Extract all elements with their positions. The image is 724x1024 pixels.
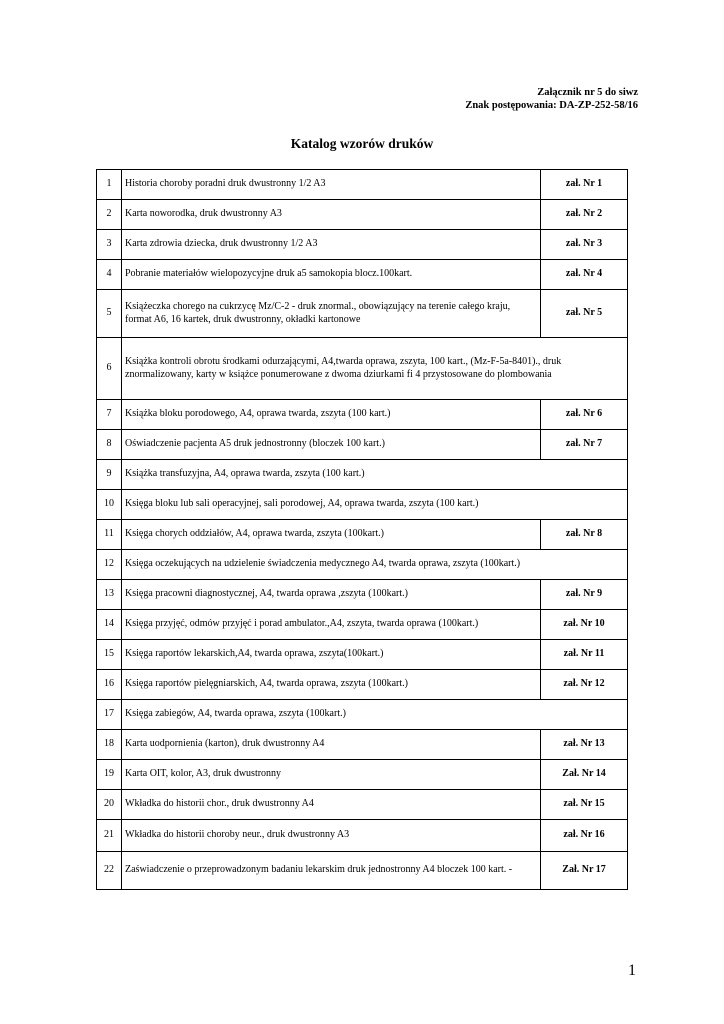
table-row (97, 760, 628, 790)
row-number: 17 (97, 700, 122, 730)
form-description: Oświadczenie pacjenta A5 druk jednostronny (bloczek 100 kart.) (122, 430, 541, 460)
table-row (97, 820, 628, 852)
table-row (97, 730, 628, 760)
form-description: Książka transfuzyjna, A4, oprawa twarda, zszyta (100 kart.) (122, 460, 628, 490)
table-row (97, 260, 628, 290)
row-number: 9 (97, 460, 122, 490)
table-row (97, 460, 628, 490)
row-number: 19 (97, 760, 122, 790)
form-description: Księga bloku lub sali operacyjnej, sali porodowej, A4, oprawa twarda, zszyta (100 kart.) (122, 490, 628, 520)
table-row (97, 700, 628, 730)
row-number: 20 (97, 790, 122, 820)
form-description: Księga zabiegów, A4, twarda oprawa, zszyta (100kart.) (122, 700, 628, 730)
attachment-ref: zał. Nr 4 (541, 260, 628, 290)
row-number: 13 (97, 580, 122, 610)
row-number: 6 (97, 338, 122, 400)
attachment-ref: zał. Nr 13 (541, 730, 628, 760)
table-row (97, 520, 628, 550)
attachment-ref: zał. Nr 16 (541, 820, 628, 852)
form-description: Książka kontroli obrotu środkami odurzającymi, A4,twarda oprawa, zszyta, 100 kart., (Mz-F-5a-8401)., druk znormalizowany, karty w książce ponumerowane z dwoma dziurkami fi 4 przystosowane do plombowania (122, 338, 628, 400)
form-description: Historia choroby poradni druk dwustronny 1/2 A3 (122, 170, 541, 200)
form-description: Księga oczekujących na udzielenie świadczenia medycznego A4, twarda oprawa, zszyta (100kart.) (122, 550, 628, 580)
row-number: 3 (97, 230, 122, 260)
row-number: 2 (97, 200, 122, 230)
row-number: 14 (97, 610, 122, 640)
form-description: Karta OIT, kolor, A3, druk dwustronny (122, 760, 541, 790)
table-row (97, 230, 628, 260)
table-row (97, 430, 628, 460)
attachment-ref: zał. Nr 9 (541, 580, 628, 610)
row-number: 8 (97, 430, 122, 460)
table-row (97, 290, 628, 338)
form-description: Księga raportów pielęgniarskich, A4, twarda oprawa, zszyta (100kart.) (122, 670, 541, 700)
forms-catalog-table (96, 169, 628, 890)
attachment-ref: Zał. Nr 14 (541, 760, 628, 790)
attachment-ref: zał. Nr 10 (541, 610, 628, 640)
table-row (97, 338, 628, 400)
table-row (97, 670, 628, 700)
row-number: 21 (97, 820, 122, 852)
procedure-reference: Znak postępowania: DA-ZP-252-58/16 (465, 100, 638, 111)
attachment-ref: zał. Nr 7 (541, 430, 628, 460)
document-title: Katalog wzorów druków (290, 136, 434, 151)
form-description: Księga przyjęć, odmów przyjęć i porad ambulator.,A4, zszyta, twarda oprawa (100kart.) (122, 610, 541, 640)
attachment-ref: zał. Nr 6 (541, 400, 628, 430)
attachment-ref: zał. Nr 1 (541, 170, 628, 200)
form-description: Pobranie materiałów wielopozycyjne druk a5 samokopia blocz.100kart. (122, 260, 541, 290)
table-row (97, 580, 628, 610)
row-number: 5 (97, 290, 122, 338)
row-number: 22 (97, 852, 122, 890)
table-row (97, 640, 628, 670)
table-row (97, 200, 628, 230)
row-number: 15 (97, 640, 122, 670)
attachment-ref: Zał. Nr 17 (541, 852, 628, 890)
form-description: Książeczka chorego na cukrzycę Mz/C-2 - druk znormal., obowiązujący na terenie całego kraju, format A6, 16 kartek, druk dwustronny, okładki kartonowe (122, 290, 541, 338)
table-row (97, 550, 628, 580)
table-row (97, 170, 628, 200)
page-number: 1 (628, 962, 636, 979)
table-row (97, 610, 628, 640)
row-number: 11 (97, 520, 122, 550)
form-description: Karta zdrowia dziecka, druk dwustronny 1/2 A3 (122, 230, 541, 260)
attachment-ref: zał. Nr 5 (541, 290, 628, 338)
row-number: 12 (97, 550, 122, 580)
form-description: Księga raportów lekarskich,A4, twarda oprawa, zszyta(100kart.) (122, 640, 541, 670)
table-row (97, 790, 628, 820)
form-description: Książka bloku porodowego, A4, oprawa twarda, zszyta (100 kart.) (122, 400, 541, 430)
table-row (97, 852, 628, 890)
row-number: 7 (97, 400, 122, 430)
attachment-ref: zał. Nr 2 (541, 200, 628, 230)
form-description: Karta uodpornienia (karton), druk dwustronny A4 (122, 730, 541, 760)
row-number: 10 (97, 490, 122, 520)
row-number: 4 (97, 260, 122, 290)
row-number: 1 (97, 170, 122, 200)
attachment-ref: zał. Nr 11 (541, 640, 628, 670)
attachment-ref: zał. Nr 8 (541, 520, 628, 550)
row-number: 16 (97, 670, 122, 700)
attachment-label: Załącznik nr 5 do siwz (537, 87, 638, 98)
attachment-ref: zał. Nr 15 (541, 790, 628, 820)
table-row (97, 400, 628, 430)
attachment-ref: zał. Nr 3 (541, 230, 628, 260)
row-number: 18 (97, 730, 122, 760)
form-description: Księga pracowni diagnostycznej, A4, twarda oprawa ,zszyta (100kart.) (122, 580, 541, 610)
form-description: Zaświadczenie o przeprowadzonym badaniu lekarskim druk jednostronny A4 bloczek 100 kart. - (122, 852, 541, 890)
form-description: Wkładka do historii chor., druk dwustronny A4 (122, 790, 541, 820)
form-description: Karta noworodka, druk dwustronny A3 (122, 200, 541, 230)
attachment-ref: zał. Nr 12 (541, 670, 628, 700)
form-description: Wkładka do historii choroby neur., druk dwustronny A3 (122, 820, 541, 852)
form-description: Księga chorych oddziałów, A4, oprawa twarda, zszyta (100kart.) (122, 520, 541, 550)
table-row (97, 490, 628, 520)
